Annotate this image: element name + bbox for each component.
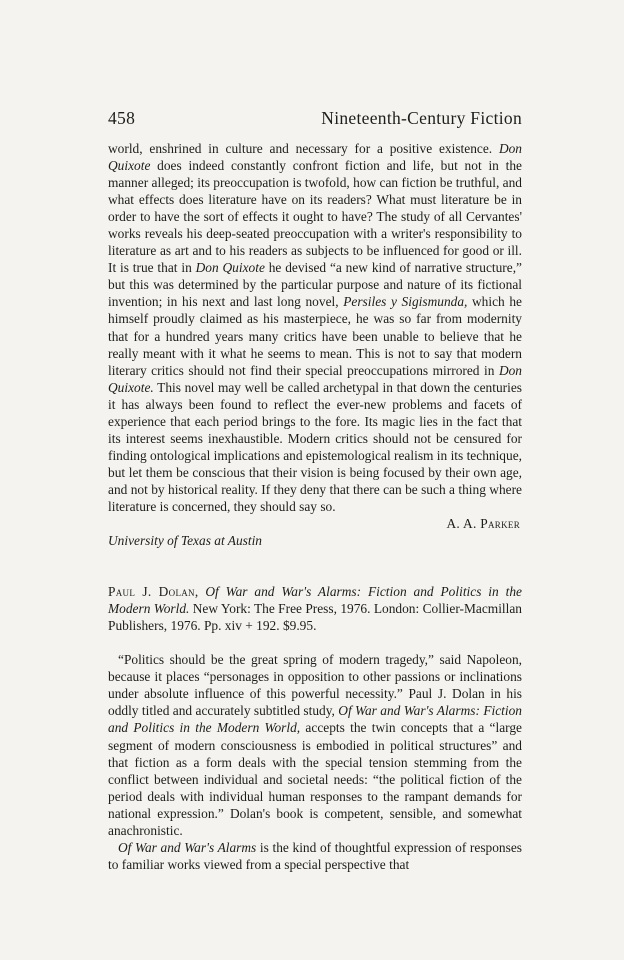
book-title-italic: Of War and War's Alarms: Fiction and Politics in the Modern World, [108, 703, 522, 736]
review-paragraph [108, 651, 522, 839]
page [108, 108, 522, 873]
book-title-italic: Of War and War's Alarms [118, 839, 257, 855]
text-run: “Politics should be the great spring of modern tragedy,” said Napoleon, because it places “personages in opposition to other passions or inclinations under absolute influence of this powerful necessity.” Paul J. Dolan in his oddly titled and accurately subtitled study, [108, 652, 522, 719]
reviewer-name: A. A. Parker [446, 516, 520, 532]
text-run: which he himself proudly claimed as his masterpiece, he was so far from modernity that for a hundred years many critics have been unable to believe that he really meant with it what he seems to mean. This is not to say that modern literary critics should not find their special preoccupations mirrored in [108, 294, 522, 378]
book-title: Of War and War's Alarms: Fiction and Politics in the Modern World. [108, 584, 522, 617]
text-run: accepts the twin concepts that a “large segment of modern consciousness is embodied in political structures” and that fiction as a form deals with the special tension stemming from the conflict between individual and societal needs: “the political fiction of the period deals with individual human responses to the rampant demands for national expression.” Dolan's book is competent, sensible, and somewhat anachronistic. [108, 720, 522, 838]
running-head [108, 108, 522, 134]
journal-title: Nineteenth-Century Fiction [321, 108, 522, 128]
book-author: Paul J. Dolan, [108, 584, 199, 600]
book-citation [108, 583, 522, 634]
review-paragraph [108, 839, 522, 873]
reviewer-signature [108, 515, 522, 532]
page-number: 458 [108, 108, 136, 128]
book-publisher: New York: The Free Press, 1976. London: Collier-Macmillan Publishers, 1976. Pp. xiv + 192. $9.95. [108, 601, 522, 634]
text-run: This novel may well be called archetypal in that down the centuries it has always been found to reflect the ever-new problems and facets of experience that each period brings to the fore. Its magic lies in the fact that its interest seems inexhaustible. Modern critics should not be censured for finding ontological implications and epistemological realism in its technique, but let them be conscious that their vision is being focused by their own age, and not by historical reality. If they deny that there can be such a thing where literature is concerned, they should say so. [108, 379, 522, 514]
text-run: world, enshrined in culture and necessary for a positive existence. [108, 141, 499, 156]
text-run: is the kind of thoughtful expression of responses to familiar works viewed from a special perspective that [108, 839, 522, 872]
text-run: does indeed constantly confront fiction and life, but not in the manner alleged; its preoccupation is twofold, how can fiction be truthful, and what effects does literature have on its readers? What must literature be in order to have the sort of effects it ought to have? The study of all Cervantes' works reveals his deep-seated preoccupation with a writer's responsibility to literature as art and to his readers as subjects to be influenced for good or ill. It is true that in [108, 158, 522, 276]
book-title-italic: Don Quixote. [108, 362, 522, 395]
book-title-italic: Don Quixote [195, 260, 265, 276]
review-continuation-paragraph [108, 140, 522, 515]
text-run: he devised “a new kind of narrative structure,” but this was determined by the particular purpose and nature of its fictional invention; in his next and last long novel, [108, 260, 522, 310]
book-title-italic: Persiles y Sigismunda, [343, 294, 468, 310]
reviewer-affiliation: University of Texas at Austin [108, 533, 262, 549]
book-title-italic: Don Quixote [108, 141, 522, 174]
